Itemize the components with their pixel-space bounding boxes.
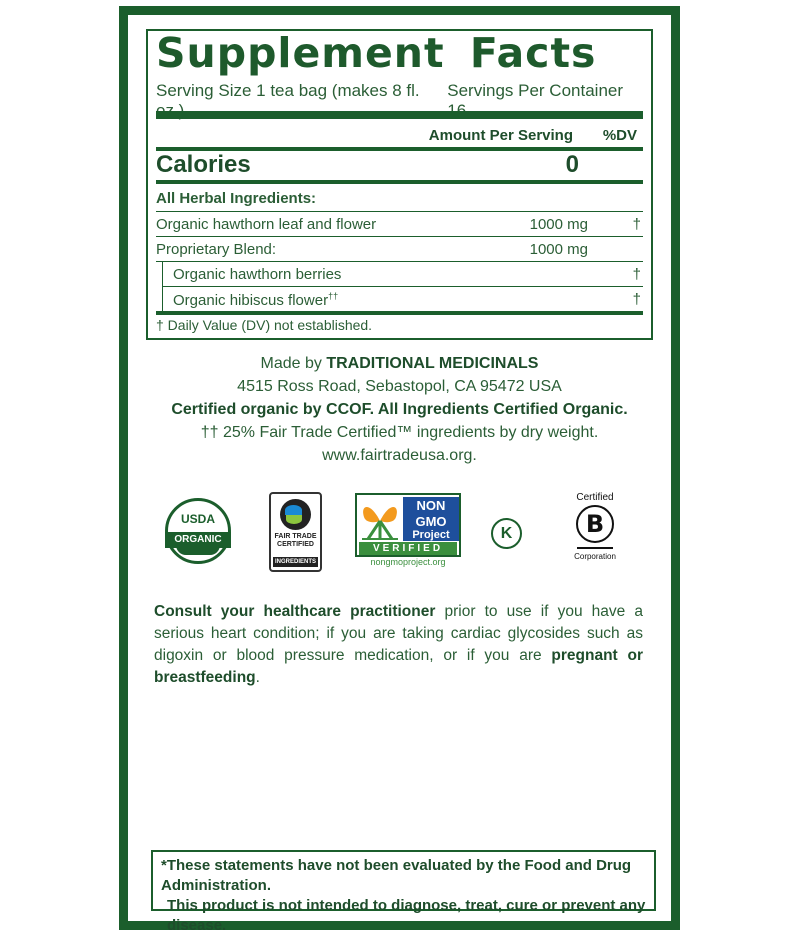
bcorp-certified-text: Certified bbox=[576, 492, 614, 503]
amount-header: Amount Per Serving bbox=[428, 127, 573, 144]
non-gmo-badge bbox=[403, 497, 459, 541]
ingredient-name: Proprietary Blend: bbox=[156, 241, 277, 258]
servings-per-container: Servings Per Container bbox=[447, 81, 624, 100]
organic-certification: Certified organic by CCOF. All Ingredients Certified Organic. bbox=[171, 401, 628, 418]
non-gmo-project-icon bbox=[355, 493, 461, 571]
butterfly-icon bbox=[360, 499, 400, 541]
usda-organic-seal-icon bbox=[165, 498, 231, 564]
dv-footnote: † Daily Value (DV) not established. bbox=[156, 317, 373, 333]
bcorp-line bbox=[577, 547, 613, 549]
address: 4515 Ross Road, Sebastopol, CA 95472 USA bbox=[237, 378, 562, 395]
fair-trade-url: www.fairtradeusa.org. bbox=[322, 447, 477, 464]
thick-rule bbox=[156, 111, 643, 119]
gmo-text: GMO bbox=[415, 514, 447, 529]
row-divider bbox=[156, 261, 643, 262]
ingredient-amount: 1000 mg bbox=[529, 216, 588, 233]
usda-seal-bottom bbox=[176, 545, 220, 555]
calories-label: Calories bbox=[156, 151, 251, 178]
row-divider bbox=[162, 286, 643, 287]
warning-text: prior to use if you have a serious heart condition; if you are taking cardiac glycosides such as digoxin or blood pressure medication, or if you are bbox=[154, 603, 643, 664]
non-gmo-box bbox=[355, 493, 461, 557]
ingredient-dv: † bbox=[632, 266, 641, 283]
non-text: NON bbox=[416, 498, 446, 513]
ingredient-name: Organic hawthorn berries bbox=[173, 266, 342, 283]
fair-trade-note: †† 25% Fair Trade Certified™ ingredients by dry weight. bbox=[200, 424, 599, 441]
fair-trade-certified-icon bbox=[269, 492, 322, 572]
ingredient-sup: †† bbox=[328, 291, 339, 301]
ingredient-name-text: Organic hibiscus flower bbox=[173, 292, 329, 309]
calories-value: 0 bbox=[565, 151, 579, 178]
project-text: Project bbox=[412, 529, 450, 541]
label-body bbox=[128, 15, 671, 934]
bcorp-letter: B bbox=[576, 505, 614, 543]
usda-text: USDA bbox=[180, 512, 215, 526]
dv-header: %DV bbox=[602, 127, 637, 144]
kosher-icon: K bbox=[491, 518, 522, 549]
ingredient-dv: † bbox=[632, 216, 641, 233]
b-corp-icon bbox=[560, 492, 630, 576]
made-by-line bbox=[128, 352, 671, 375]
fda-disclaimer bbox=[151, 850, 656, 934]
non-gmo-url: nongmoproject.org bbox=[370, 557, 446, 567]
maker-block bbox=[128, 352, 671, 467]
medium-rule bbox=[156, 311, 643, 315]
label-frame bbox=[119, 6, 680, 934]
section-header-text: All Herbal Ingredients: bbox=[156, 190, 317, 207]
fair-trade-text: FAIR TRADE CERTIFIED bbox=[274, 533, 317, 548]
supplement-facts-panel bbox=[146, 29, 653, 340]
ingredient-dv: † bbox=[632, 291, 641, 308]
certification-logos bbox=[128, 490, 671, 585]
warning-end: . bbox=[255, 669, 260, 686]
usda-organic-text: ORGANIC bbox=[165, 532, 231, 548]
bcorp-corporation-text: Corporation bbox=[574, 552, 616, 561]
verified-text: VERIFIED bbox=[359, 542, 457, 555]
disclaimer-line-2: This product is not intended to diagnose, treat, cure or prevent any disease. bbox=[167, 897, 646, 934]
ingredient-name bbox=[173, 291, 338, 309]
warning-bold-lead: Consult your healthcare practitioner bbox=[154, 603, 436, 620]
row-divider bbox=[156, 236, 643, 237]
serving-size: Serving Size 1 tea bag (makes 8 fl. bbox=[156, 81, 420, 100]
disclaimer-line-1: *These statements have not been evaluated by the Food and Drug Administration. bbox=[161, 857, 632, 894]
made-by-prefix: Made by bbox=[260, 355, 327, 372]
health-warning bbox=[154, 601, 643, 689]
ingredient-name: Organic hawthorn leaf and flower bbox=[156, 216, 377, 233]
fair-trade-symbol bbox=[280, 499, 311, 530]
row-divider bbox=[156, 211, 643, 212]
medium-rule bbox=[156, 180, 643, 184]
company-name: TRADITIONAL MEDICINALS bbox=[326, 355, 539, 372]
warning-bold-pregnant: pregnant or breastfeeding bbox=[154, 647, 643, 686]
panel-title: Supplement Facts bbox=[156, 29, 597, 77]
fair-trade-ingredients-text: INGREDIENTS bbox=[274, 559, 316, 565]
ingredient-amount: 1000 mg bbox=[529, 241, 588, 258]
